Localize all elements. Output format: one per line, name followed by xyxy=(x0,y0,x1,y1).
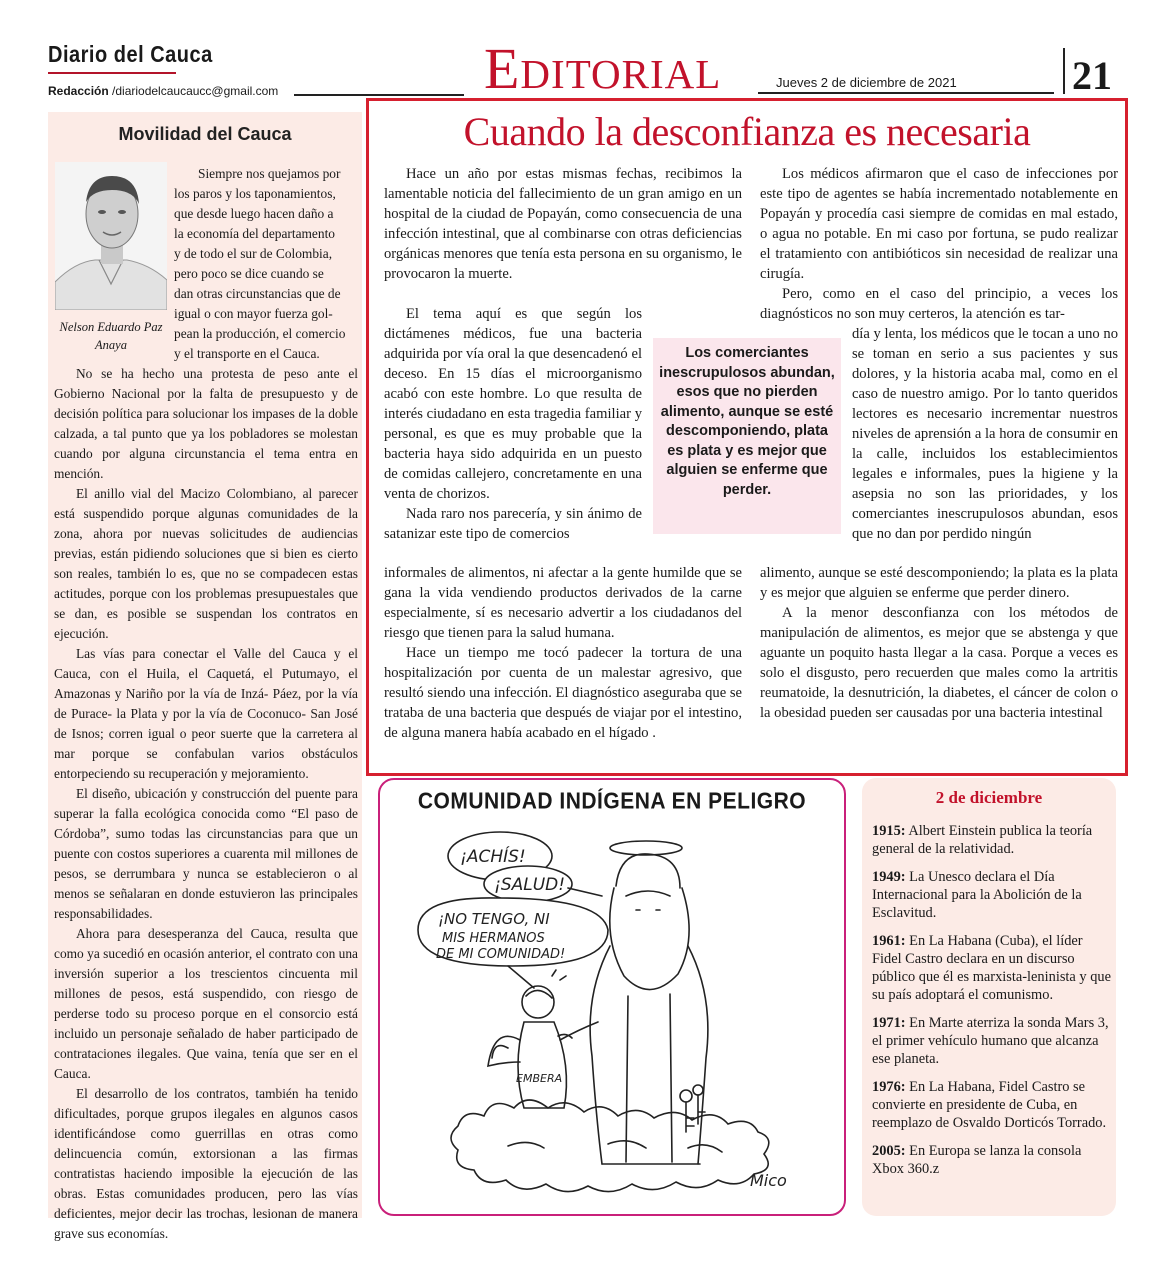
pullquote-text: Los comerciantes inescrupulosos abundan, esos que no pierden alimento, aunque se esté descomponiendo, plata es plata y es mejor que alguien se enferme que perder. xyxy=(659,345,835,498)
author-caption: Nelson Eduardo Paz Anaya xyxy=(59,320,163,352)
cartoonist-signature: Mico xyxy=(750,1171,787,1190)
intro-line: Siempre nos quejamos por xyxy=(198,166,341,181)
intro-line: pean la producción, el comercio xyxy=(174,326,346,341)
editorial-paragraph: Los médicos afirmaron que el caso de infecciones por este tipo de agentes se había incrementado notablemente en Popayán y procedía casi siempre de comidas en mal estado, o agua no potable. En mi caso por fortuna, se pudo realizar el tratamiento con antibióticos sin necesidad de realizar una cirugía. xyxy=(760,166,1118,282)
efemeride-text: En La Habana (Cuba), el líder Fidel Castro declara en un discurso público que él es marxista-leninista y que su país adoptará el comunismo. xyxy=(872,933,1111,1003)
intro-line: pero poco se dice cuando se xyxy=(174,266,324,281)
beard-icon xyxy=(610,888,689,990)
header-divider xyxy=(1063,48,1065,94)
author-portrait xyxy=(55,162,167,310)
redaccion-line xyxy=(48,84,278,98)
editorial-col2-bottom xyxy=(760,563,1118,723)
efemeride-year: 1949: xyxy=(872,869,906,885)
editorial-paragraph: Nada raro nos parecería, y sin ánimo de satanizar este tipo de comercios xyxy=(384,506,642,542)
bubble-text-line: DE MI COMUNIDAD! xyxy=(436,947,566,962)
editorial-col1-bottom xyxy=(384,563,742,743)
efemeride-year: 1961: xyxy=(872,933,906,949)
editorial-col2-top xyxy=(760,164,1118,324)
efemeride-text: En La Habana, Fidel Castro se convierte en presidente de Cuba, en reemplazo de Osvaldo Dorticós Torrado. xyxy=(872,1079,1107,1131)
list-item xyxy=(872,1142,1112,1178)
opinion-paragraph: Las vías para conectar el Valle del Cauca y el Cauca, con el Huila, el Caquetá, el Putumayo, el Amazonas y Nariño por la vía de Inzá- Páez, por la vía de Purace- la Plata y por la vía de Coconuco- San José de Isnos; corren igual o peor suerte que la carretera al mar porque se confabulan varios obstáculos entorpeciendo su recuperación y mejoramiento. xyxy=(54,646,358,781)
cartoon-title: COMUNIDAD INDÍGENA EN PELIGRO xyxy=(417,788,807,815)
editorial-paragraph: Hace un tiempo me tocó padecer la tortura de una hospitalización por cuenta de un malestar agresivo, que resultó siendo una infección. El diagnóstico aseguraba que se trataba de una bacteria que después de viajar por el intestino, de alguna manera había acabado en el hígado . xyxy=(384,645,742,741)
intro-line: que desde luego hacen daño a xyxy=(174,206,334,221)
list-item xyxy=(872,1078,1112,1132)
header-rule-left xyxy=(294,94,464,96)
header-rule-right xyxy=(758,92,1054,94)
intro-line: los paros y los taponamientos, xyxy=(174,186,336,201)
opinion-body xyxy=(54,364,358,1244)
bubble-text-achis: ¡ACHÍS! xyxy=(460,847,526,867)
opinion-paragraph: Ahora para desesperanza del Cauca, resulta que como ya sucedió en ocasión anterior, el contrato con una inversión superior a los trescientos cincuenta mil millones de pesos, está suspendido, con riesgo de perderse todo su proceso porque en el consorcio está incluido un personaje señalado de haber participado de contrataciones ilegales. Que vaina, tenía que ser en el Cauca. xyxy=(54,926,358,1081)
efemeride-year: 2005: xyxy=(872,1143,906,1159)
editorial-col1-top xyxy=(384,164,742,284)
opinion-paragraph: El anillo vial del Macizo Colombiano, al parecer está suspendido porque algunas comunidades de la zona, ahora por nuevas solicitudes de audiencias previas, están pidiendo soluciones que si bien es cierto son reales, también lo es, que no se compadecen estas actitudes, porque con los problemas presupuestales que se dan, es posible se suspendan los contratos en ejecución. xyxy=(54,486,358,641)
efemeride-text: La Unesco declara el Día Internacional para la Abolición de la Esclavitud. xyxy=(872,869,1082,921)
redaccion-label: Redacción xyxy=(48,84,109,98)
editorial-paragraph: día y lenta, los médicos que le tocan a uno no se toman en serio a sus pacientes y sus dolores, y la historia acaba mal, como en el caso de nuestro amigo. Por lo tanto queridos lectores es necesario incrementar nuestros niveles de aprensión a la hora de consumir en la calle, incluidos los establecimientos legales e informales, pues la higiene y la asepsia no son las prioridades, y los comerciantes inescrupulosos abundan, esos que no dan por perdido ningún xyxy=(852,326,1118,542)
opinion-paragraph: El diseño, ubicación y construcción del puente para superar la falla ecológica conocida como “El paso de Córdoba”, sumo todas las circunstancias para que un puente con costos superiores a cuarenta mil millones de pesos, se derrumbara y nunca se establecieron o al menos se señalaran en donde estuvieron las principales responsabilidades. xyxy=(54,786,358,921)
editorial-col1-narrow xyxy=(384,304,642,544)
list-item xyxy=(872,1014,1112,1068)
section-title: Editorial xyxy=(484,36,722,101)
efemerides-list xyxy=(872,822,1112,1188)
efemeride-text: En Marte aterriza la sonda Mars 3, el primer vehículo humano que alcanza ese planeta. xyxy=(872,1015,1109,1067)
bubble-text-line: MIS HERMANOS xyxy=(442,931,545,946)
newspaper-brand: Diario del Cauca xyxy=(48,42,213,68)
efemeride-year: 1915: xyxy=(872,823,906,839)
intro-line: igual o con mayor fuerza gol- xyxy=(174,306,333,321)
halo-icon xyxy=(610,841,682,855)
bubble-text-salud: ¡SALUD! xyxy=(494,875,566,895)
editorial-paragraph: Pero, como en el caso del principio, a veces los diagnósticos no son muy certeros, la atención es tar- xyxy=(760,286,1118,322)
intro-line: y el transporte en el Cauca. xyxy=(174,346,320,361)
opinion-paragraph: El desarrollo de los contratos, también ha tenido dificultades, porque grupos ilegales en algunos casos identificándose como guerrillas en otras como delincuencia común, extorsionan a las firmas contratistas haciendo imposible la ejecución de las obras. Estas comunidades producen, pero las vías deficientes, mejor decir las trochas, lesionan de manera grave sus economías. xyxy=(54,1086,358,1241)
bubble-text-line: ¡NO TENGO, NI xyxy=(438,910,550,928)
efemeride-year: 1976: xyxy=(872,1079,906,1095)
editorial-paragraph: El tema aquí es que según los dictámenes médicos, fue una bacteria adquirida por vía oral la que desencadenó el deceso. En 15 días el microorganismo acabó con este hombre. Lo que resulta de interés ciudadano en esta tragedia familiar y personal, es que es muy probable que la bacteria haya sido adquirida en un puesto de comidas callejero, concretamente en una venta de chorizos. xyxy=(384,306,642,502)
list-item xyxy=(872,822,1112,858)
page-number: 21 xyxy=(1072,53,1112,98)
redaccion-email[interactable]: /diariodelcaucaucc@gmail.com xyxy=(108,84,279,98)
intro-line: y de todo el sur de Colombia, xyxy=(174,246,333,261)
editorial-paragraph: A la menor desconfianza con los métodos de manipulación de alimentos, es mejor que se abstenga y que aguante un poquito hasta llegar a la casa. Porque a veces es solo el disgusto, pero recuerden que males como la artritis reumatoide, la desnutrición, la diabetes, el cáncer de colon o la obesidad pueden ser causadas por una bacteria intestinal xyxy=(760,605,1118,721)
efemeride-year: 1971: xyxy=(872,1015,906,1031)
editorial-paragraph: alimento, aunque se esté descomponiendo; la plata es la plata y es mejor que alguien se enferme que perder dinero. xyxy=(760,565,1118,601)
list-item xyxy=(872,932,1112,1004)
efemeride-text: En Europa se lanza la consola Xbox 360.z xyxy=(872,1143,1082,1177)
editorial-paragraph: informales de alimentos, ni afectar a la gente humilde que se gana la vida vendiendo productos derivados de la carne especialmente, sí es necesario advertir a los ciudadanos del riesgo que tienen para la salud humana. xyxy=(384,565,742,641)
opinion-intro xyxy=(174,164,358,364)
intro-line: la economía del departamento xyxy=(174,226,335,241)
list-item xyxy=(872,868,1112,922)
efemerides-title: 2 de diciembre xyxy=(935,788,1043,807)
editorial-title: Cuando la desconfianza es necesaria xyxy=(463,109,1031,154)
editorial-paragraph: Hace un año por estas mismas fechas, recibimos la lamentable noticia del fallecimiento de un gran amigo en un hospital de la ciudad de Popayán, como consecuencia de una infección intestinal, que al combinarse con otras deficiencias orgánicas menores que tenía esta persona en su organismo, le provocaron la muerte. xyxy=(384,166,742,282)
issue-date: Jueves 2 de diciembre de 2021 xyxy=(776,75,957,90)
intro-line: dan otras circunstancias que de xyxy=(174,286,341,301)
opinion-title: Movilidad del Cauca xyxy=(118,124,292,144)
editorial-col2-narrow xyxy=(852,324,1118,544)
efemeride-text: Albert Einstein publica la teoría general de la relatividad. xyxy=(872,823,1093,857)
robe-label: EMBERA xyxy=(516,1072,563,1085)
cartoon-illustration xyxy=(388,826,836,1206)
opinion-paragraph: No se ha hecho una protesta de peso ante el Gobierno Nacional por la falta de presupuesto y de decisión política para solucionar los impases de la doble calzada, a tal punto que ya los pobladores se molestan cuando por alguna circunstancia el tema entra en mención. xyxy=(54,366,358,481)
brand-underline xyxy=(48,72,176,74)
cloud-icon xyxy=(451,1100,769,1192)
